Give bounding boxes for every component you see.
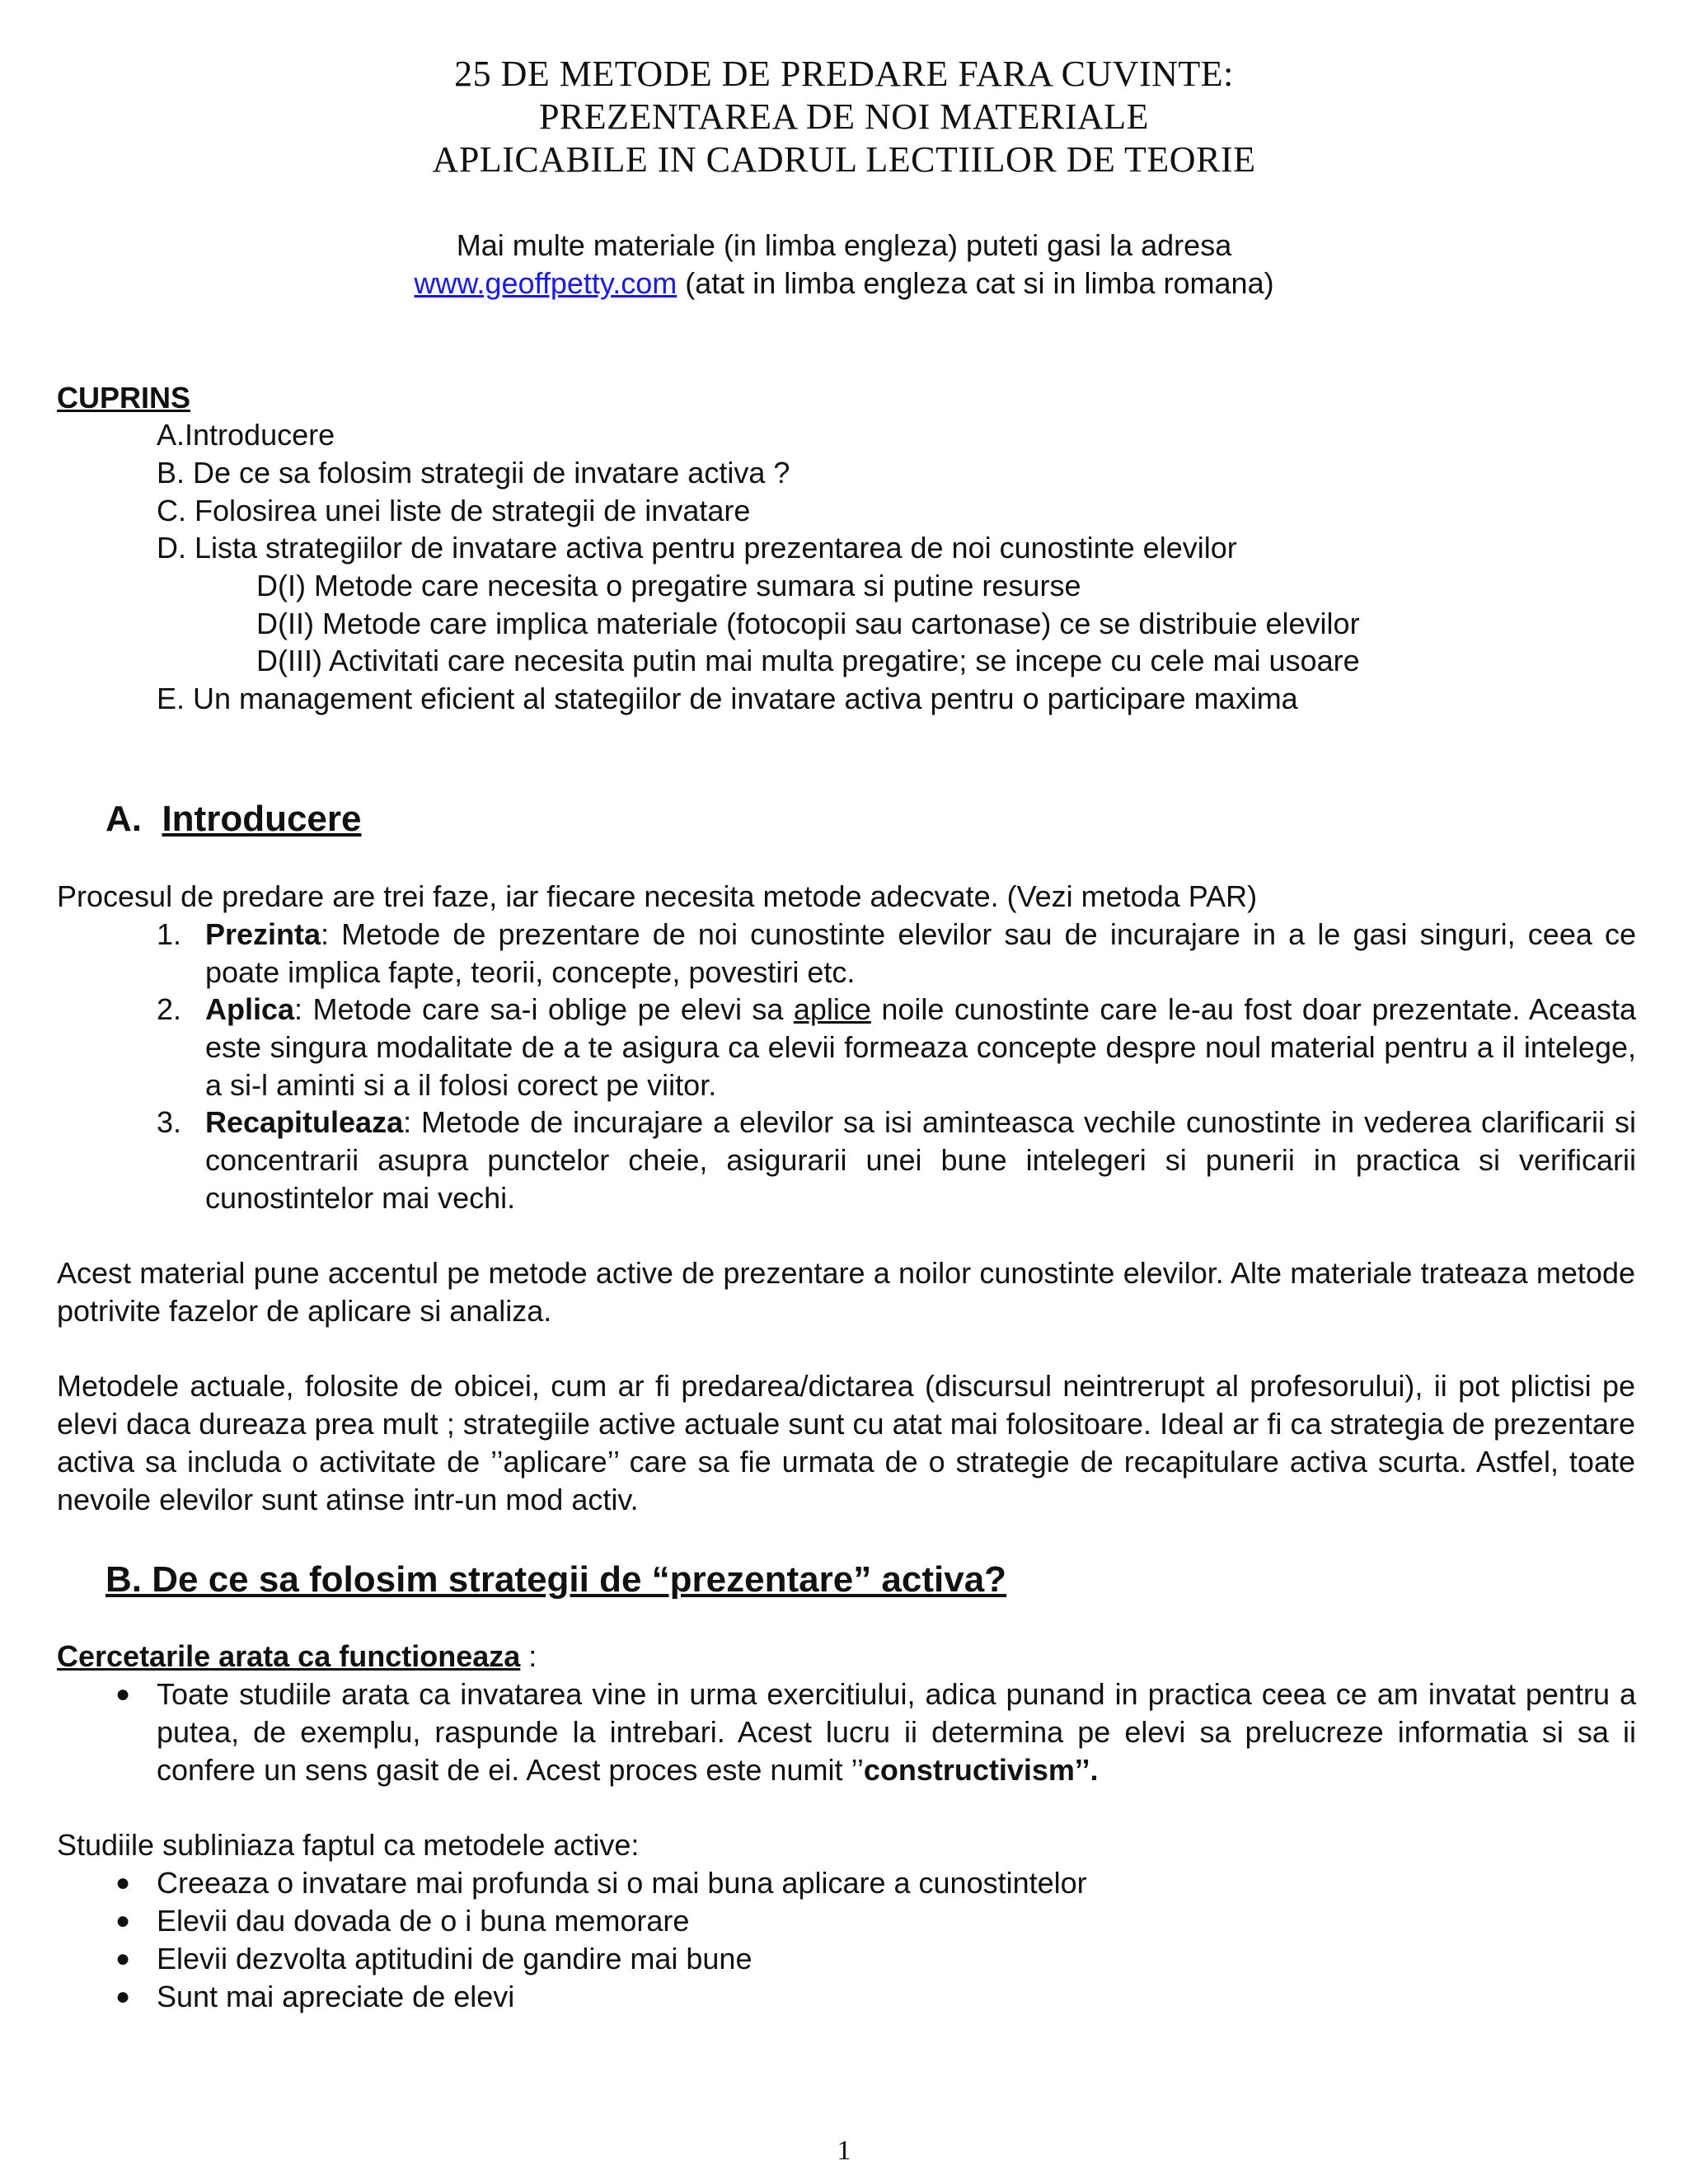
section-a-intro: Procesul de predare are trei faze, iar fiecare necesita metode adecvate. (Vezi metoda PAR) (57, 879, 1258, 913)
list-item-text: Sunt mai apreciate de elevi (157, 1980, 515, 2013)
list-item-prezinta (157, 916, 1636, 991)
bullet-icon: ● (115, 1907, 131, 1934)
toc-heading: CUPRINS (57, 381, 191, 415)
bullet-icon: ● (115, 1680, 131, 1708)
toc-item-d2[interactable]: D(II) Metode care implica materiale (fotocopii sau cartonase) ce se distribuie elevilor (256, 607, 1360, 640)
list-number: 1. (157, 917, 182, 951)
list-item-text: Elevii dezvolta aptitudini de gandire mai bune (157, 1942, 753, 1975)
toc-item-d1[interactable]: D(I) Metode care necesita o pregatire sumara si putine resurse (256, 569, 1081, 602)
list-number: 3. (157, 1105, 182, 1139)
title-line-2: PREZENTAREA DE NOI MATERIALE (538, 96, 1150, 137)
list-number: 2. (157, 992, 182, 1026)
intro-note-line-2-rest: (atat in limba engleza cat si in limba romana) (677, 266, 1274, 300)
section-a-title: Introducere (162, 799, 362, 839)
section-a-paragraph-2: Metodele actuale, folosite de obicei, cum ar fi predarea/dictarea (discursul neintrerupt al profesorului), ii pot plictisi pe elevi daca dureaza prea mult ; strategiile active actuale sunt cu atat mai folositoare. Ideal ar fi ca strategia de prezentare activa sa includa o activitate de ’’aplicare’’ care sa fie urmata de o strategie de recapitulare activa scurta. Astfel, toate nevoile elevilor sunt atinse intr-un mod activ. (57, 1369, 1635, 1516)
toc-item-e[interactable]: E. Un management eficient al stategiilor de invatare activa pentru o participare maxima (157, 682, 1298, 715)
bullet-icon: ● (115, 1983, 131, 2010)
list-item-text: Elevii dau dovada de o i buna memorare (157, 1904, 690, 1938)
term-constructivism: constructivism’’. (863, 1753, 1099, 1787)
website-link[interactable]: www.geoffpetty.com (414, 266, 678, 300)
page-number: 1 (837, 2135, 851, 2166)
list-item (115, 1940, 1636, 1978)
section-a-paragraph-1: Acest material pune accentul pe metode active de prezentare a noilor cunostinte elevilor. Alte materiale trateaza metode potrivite fazelor de aplicare si analiza. (57, 1256, 1635, 1328)
list-item (115, 1978, 1636, 2016)
subheading-research: Cercetarile arata ca functioneaza (57, 1639, 521, 1673)
list-item-text: Creeaza o invatare mai profunda si o mai buna aplicare a cunostintelor (157, 1866, 1087, 1900)
list-item-recapituleaza (157, 1104, 1636, 1217)
bullet-icon: ● (115, 1945, 131, 1972)
bullet-text: Toate studiile arata ca invatarea vine in urma exercitiului, adica punand in practica ceea ce am invatat pentru a putea, de exemplu, raspunde la intrebari. Acest lucru ii determina pe elevi sa prelucreze informatia si sa ii confere un sens gasit de ei. Acest proces este numit ’’ (157, 1677, 1636, 1787)
item-text-before: : Metode care sa-i oblige pe elevi sa (294, 992, 794, 1026)
bullet-icon: ● (115, 1869, 131, 1896)
intro-note-line-1: Mai multe materiale (in limba engleza) puteti gasi la adresa (456, 228, 1232, 262)
toc-item-d3[interactable]: D(III) Activitati care necesita putin mai multa pregatire; se incepe cu cele mai usoare (256, 644, 1360, 677)
list-item (115, 1864, 1636, 1902)
document-title (0, 53, 1688, 181)
item-text-after: noile cunostinte care le-au fost doar prezentate. Aceasta este singura modalitate de a te asigura ca elevii formeaza concepte despre noul material pentru a il intelege, a si-l aminti si a il folosi corect pe viitor. (205, 992, 1636, 1102)
title-line-3: APLICABILE IN CADRUL LECTIILOR DE TEORIE (432, 139, 1256, 180)
section-b-subheading (57, 1638, 537, 1675)
item-text: : Metode de incurajare a elevilor sa isi aminteasca vechile cunostinte in vederea clarificarii si concentrarii asupra punctelor cheie, asigurarii unei bune intelegeri si punerii in practica si verificarii cunostintelor mai vechi. (205, 1105, 1636, 1215)
section-b-heading: B. De ce sa folosim strategii de “prezentare” activa? (106, 1559, 1007, 1600)
bullet-item-studies (115, 1675, 1636, 1789)
toc-item-c[interactable]: C. Folosirea unei liste de strategii de invatare (157, 494, 751, 527)
underlined-aplice: aplice (793, 992, 871, 1026)
title-line-1: 25 DE METODE DE PREDARE FARA CUVINTE: (454, 54, 1234, 94)
section-a-heading (106, 797, 362, 841)
studies-intro: Studiile subliniaza faptul ca metodele active: (57, 1828, 640, 1862)
term-aplica: Aplica (205, 992, 295, 1026)
list-item-aplica (157, 991, 1636, 1104)
item-text: : Metode de prezentare de noi cunostinte elevilor sau de incurajare in a le gasi singuri, ceea ce poate implica fapte, teorii, concepte, povestiri etc. (205, 917, 1636, 989)
subheading-colon: : (520, 1639, 537, 1673)
intro-note-line-2 (0, 265, 1688, 302)
term-recapituleaza: Recapituleaza (205, 1105, 404, 1139)
toc-item-a[interactable]: A.Introducere (157, 418, 335, 452)
section-a-prefix: A. (106, 799, 142, 839)
term-prezinta: Prezinta (205, 917, 321, 951)
toc-item-d[interactable]: D. Lista strategiilor de invatare activa pentru prezentarea de noi cunostinte elevilor (157, 531, 1237, 565)
list-item (115, 1902, 1636, 1940)
toc-item-b[interactable]: B. De ce sa folosim strategii de invatare activa ? (157, 456, 790, 490)
